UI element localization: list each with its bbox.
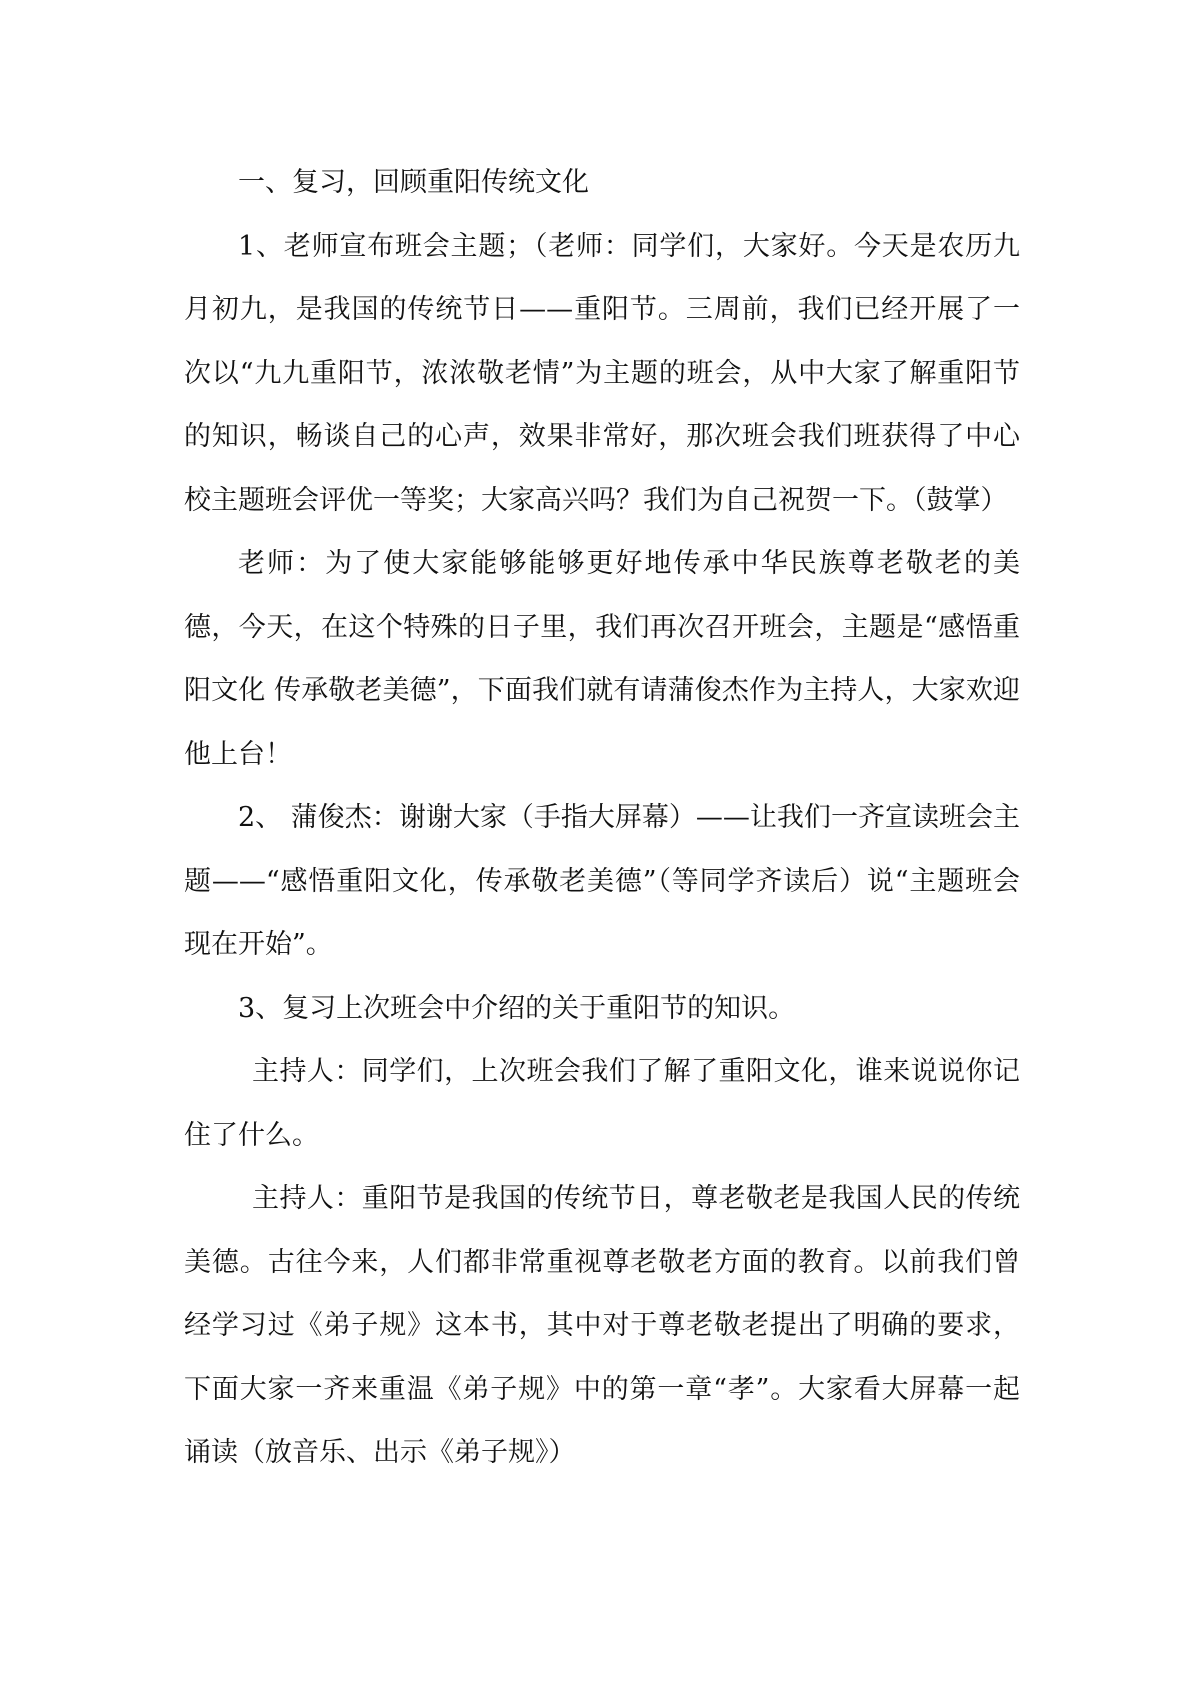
- paragraph-teacher-introduction: 老师：为了使大家能够能够更好地传承中华民族尊老敬老的美德，今天，在这个特殊的日子里，我们再次召开班会，主题是“感悟重阳文化 传承敬老美德”，下面我们就有请蒲俊杰作为主持人，大家欢迎他上台！: [184, 548, 1020, 770]
- paragraph-host-dizigui: 主持人：重阳节是我国的传统节日，尊老敬老是我国人民的传统美德。古往今来，人们都非常重视尊老敬老方面的教育。以前我们曾经学习过《弟子规》这本书，其中对于尊老敬老提出了明确的要求，下面大家一齐来重温《弟子规》中的第一章“孝”。大家看大屏幕一起诵读（放音乐、出示《弟子规》）: [184, 1183, 1020, 1468]
- heading-review-section: 一、复习，回顾重阳传统文化: [238, 167, 589, 198]
- paragraph-review-knowledge: 3、复习上次班会中介绍的关于重阳节的知识。: [238, 992, 796, 1024]
- paragraph-teacher-announces-theme: 1、老师宣布班会主题；（老师：同学们，大家好。今天是农历九月初九，是我国的传统节日——重阳节。三周前，我们已经开展了一次以“九九重阳节，浓浓敬老情”为主题的班会，从中大家了解重阳节的知识，畅谈自己的心声，效果非常好，那次班会我们班获得了中心校主题班会评优一等奖；大家高兴吗？我们为自己祝贺一下。（鼓掌）: [184, 230, 1020, 516]
- paragraph-host-question: 主持人：同学们，上次班会我们了解了重阳文化，谁来说说你记住了什么。: [184, 1056, 1020, 1151]
- document-body: [184, 151, 1020, 1485]
- paragraph-host-reads-theme: 2、 蒲俊杰：谢谢大家（手指大屏幕）——让我们一齐宣读班会主题——“感悟重阳文化，传承敬老美德”（等同学齐读后）说“主题班会现在开始”。: [184, 802, 1020, 960]
